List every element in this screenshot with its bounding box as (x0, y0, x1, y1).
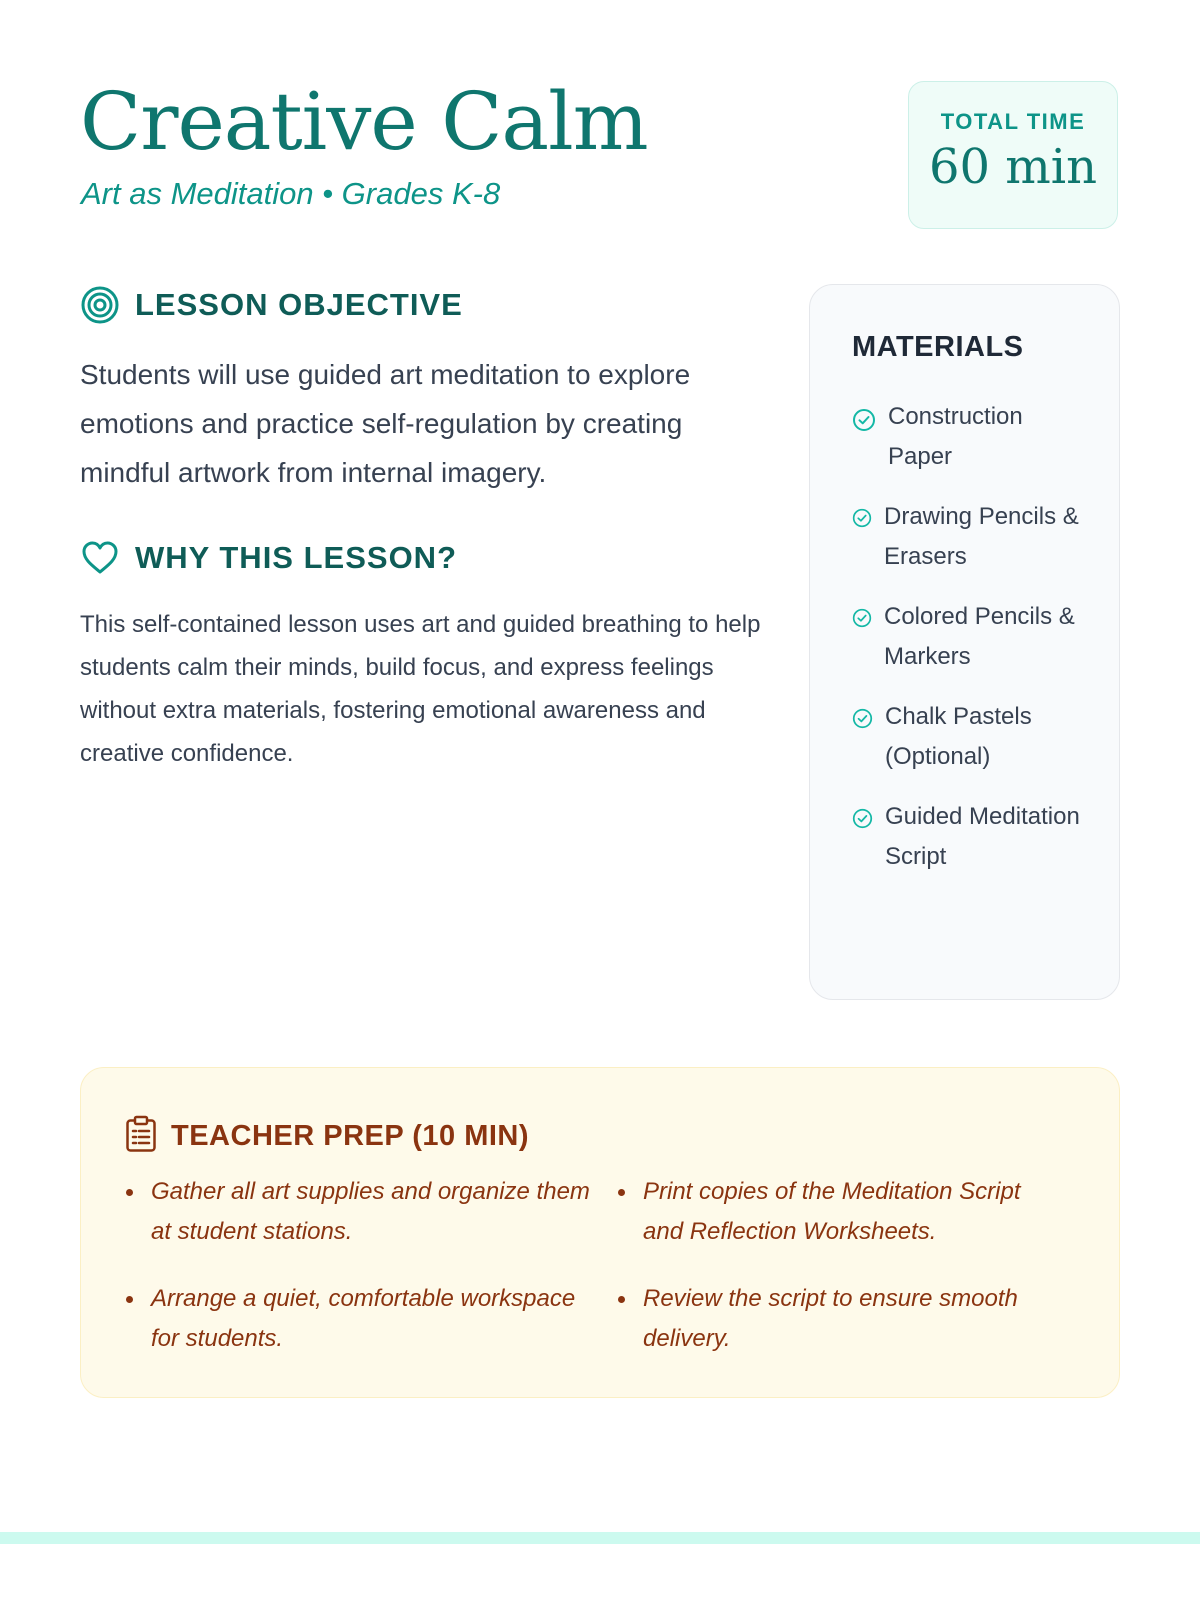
check-circle-icon (852, 497, 884, 533)
materials-item (852, 697, 1092, 777)
materials-item (852, 597, 1092, 677)
teacher-prep-item: Arrange a quiet, comfortable workspace for students. (125, 1279, 617, 1359)
materials-item (852, 397, 1092, 477)
materials-item-label: Colored Pencils & Markers (884, 603, 1075, 670)
teacher-prep-heading (125, 1115, 529, 1158)
total-time-value: 60 min (928, 139, 1098, 195)
materials-item-label: Guided Meditation Script (885, 803, 1080, 870)
materials-item (852, 497, 1092, 577)
teacher-prep-item: Print copies of the Meditation Script and Reflection Worksheets. (617, 1172, 1085, 1252)
total-time-label: TOTAL TIME (940, 109, 1086, 134)
teacher-prep-item: Gather all art supplies and organize them at student stations. (125, 1172, 617, 1252)
materials-item (852, 797, 1092, 877)
footer-accent-bar (0, 1532, 1200, 1544)
check-circle-icon (852, 397, 888, 437)
materials-card (809, 284, 1120, 1000)
why-this-lesson-heading (81, 540, 457, 576)
teacher-prep-item: Review the script to ensure smooth delivery. (617, 1279, 1085, 1359)
total-time-card (908, 81, 1118, 229)
materials-item-label: Drawing Pencils & Erasers (884, 503, 1079, 570)
lesson-objective-text: Students will use guided art meditation to explore emotions and practice self-regulation by creating mindful artwork from internal imagery. (80, 359, 691, 488)
why-this-lesson-title: WHY THIS LESSON? (135, 540, 458, 575)
target-icon (81, 286, 119, 324)
check-circle-icon (852, 597, 884, 633)
teacher-prep-list (125, 1172, 1085, 1359)
lesson-objective-heading (81, 286, 463, 324)
lesson-objective-title: LESSON OBJECTIVE (135, 287, 463, 322)
materials-title: MATERIALS (852, 331, 1024, 363)
teacher-prep-title: TEACHER PREP (10 MIN) (171, 1120, 530, 1152)
why-this-lesson-text: This self-contained lesson uses art and guided breathing to help students calm their minds, build focus, and express feelings without extra materials, fostering emotional awareness and creative confidence. (80, 611, 761, 767)
heart-icon (81, 540, 119, 576)
check-circle-icon (852, 797, 885, 834)
clipboard-icon (125, 1115, 157, 1158)
materials-item-label: Construction Paper (888, 403, 1023, 470)
materials-item-label: Chalk Pastels (Optional) (885, 703, 1032, 770)
materials-list (852, 397, 1092, 897)
page-title: Creative Calm (80, 75, 648, 168)
teacher-prep-card (80, 1067, 1120, 1398)
page-subtitle: Art as Meditation • Grades K-8 (81, 176, 501, 211)
check-circle-icon (852, 697, 885, 734)
